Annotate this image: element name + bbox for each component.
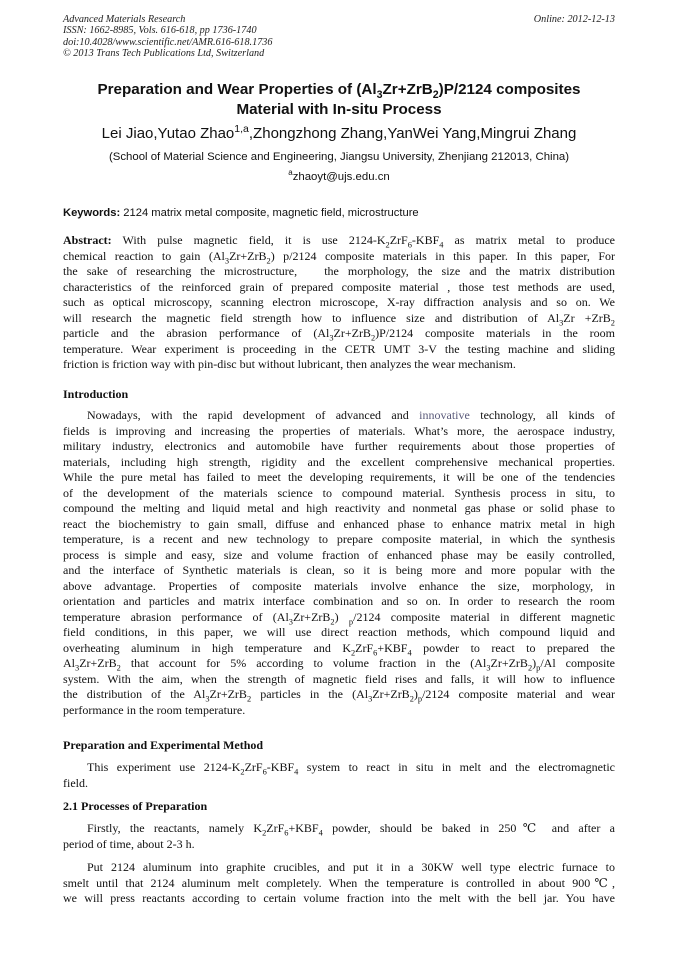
doi: doi:10.4028/www.scientific.net/AMR.616-618.1736 bbox=[63, 36, 273, 48]
heading-introduction: Introduction bbox=[63, 387, 129, 401]
heading-preparation: Preparation and Experimental Method bbox=[63, 738, 264, 752]
online-date: Online: 2012-12-13 bbox=[533, 14, 615, 25]
processes-paragraph-2: Put 2124 aluminum into graphite crucibles, and put it in a 30KW well type electric furnace to smelt until that 2124 aluminum melt completely. When the temperature is controlled in about 900℃, we will press reactants according to certain volume fraction into the melt with the bell jar. You have bbox=[63, 860, 615, 905]
paper-title: Preparation and Wear Properties of $(Al_3Zr+ZrB_2)P/2124$ composites Material with In-situ Process bbox=[97, 81, 581, 118]
copyright: © 2013 Trans Tech Publications Ltd, Switzerland bbox=[63, 47, 265, 59]
authors: Lei Jiao,Yutao Zhao$^{1,a}$,Zhongzhong Zhang,YanWei Yang,Mingrui Zhang bbox=[101, 123, 577, 142]
abstract: Abstract: With pulse magnetic field, it is use $2124-K_2ZrF_6-KBF_4$ as matrix metal to produce chemical reaction to gain $(Al_3Zr+ZrB_2)$ p/2124 composite materials in this paper. In this paper, For the sake of researching the microstructure, the morphology, the size and the matrix distribution characteristics of the reinforced grain of prepared composite material , those test methods are used, such as optical microscopy, scanning electron microscope, X-ray diffraction analysis and so on. We will research the magnetic field strength how to influence size and distribution of $Al_3Zr +ZrB_2$ particle and the abrasion performance of $(Al_3Zr+ZrB_2)P/2124$ composite materials in the room temperature. Wear experiment is proceeding in the CETR UMT 3-V the testing machine and sliding friction is friction way with pin-disc but without lubricant, then analyzes the wear mechanism. bbox=[63, 233, 616, 371]
affiliation: (School of Material Science and Engineering, Jiangsu University, Zhenjiang 212013, China) bbox=[108, 151, 570, 163]
journal-header bbox=[63, 14, 615, 59]
email[interactable]: $^a$zhaoyt@ujs.edu.cn bbox=[288, 168, 390, 183]
issn: ISSN: 1662-8985, Vols. 616-618, pp 1736-1740 bbox=[63, 25, 257, 37]
preparation-paragraph: This experiment use $2124-K_2ZrF_6-KBF_4$ system to react in situ in melt and the electromagnetic field. bbox=[63, 760, 616, 790]
journal-name: Advanced Materials Research bbox=[63, 14, 186, 25]
keywords: Keywords: 2124 matrix metal composite, magnetic field, microstructure bbox=[63, 207, 419, 219]
introduction-paragraph: Nowadays, with the rapid development of advanced and innovative technology, all kinds of fields is improving and increasing the properties of materials. What’s more, the aerospace industry, military industry, electronics and automobile have further requirements about those properties of materials, including high strength, rigidity and the excellent comprehensive mechanical properties. While the pure metal has failed to meet the developing requirements, it will be one of the tendencies of the development of the materials science to compound material. Synthesis process in situ, to compound the melting and liquid metal and high reactivity and nonmetal gas phase or solid phase to react the biochemistry to gain small, diffuse and enhanced phase to enhance matrix metal in high temperature, is a recent and new technology to prepare composite material, in which the synthesis process is simple and easy, size and volume fraction of enhanced phase may be easily controlled, and the interface of Synthetic materials is clean, so it is being more and more popular with the above advantage. Properties of composite materials involve enhance the size, morphology, in orientation and particles and matrix interface combination and so on. In order to research the room temperature abrasion performance of $(Al_3Zr+ZrB_2)$ $_p$/2124 composite material in different magnetic field conditions, in this paper, we will use direct reaction methods, which compound liquid and overheating aluminum in high temperature and $K_2ZrF_6+KBF_4$ powder to react to prepared the $Al_3Zr+ZrB_2$ that account for 5% according to volume fraction in the $(Al_3Zr+ZrB_2)_p/Al$ composite system. With the aim, when the strength of magnetic field rises and falls, it will how to influence the distribution of the $Al_3Zr+ZrB_2$ particles in the $(Al_3Zr+ZrB_2)_p/2124$ composite material and wear performance in the room temperature. bbox=[63, 408, 616, 717]
heading-processes: 2.1 Processes of Preparation bbox=[63, 799, 208, 813]
processes-paragraph-1: Firstly, the reactants, namely $K_2ZrF_6+KBF_4$ powder, should be baked in 250℃ and after a period of time, about 2-3 h. bbox=[63, 821, 615, 851]
